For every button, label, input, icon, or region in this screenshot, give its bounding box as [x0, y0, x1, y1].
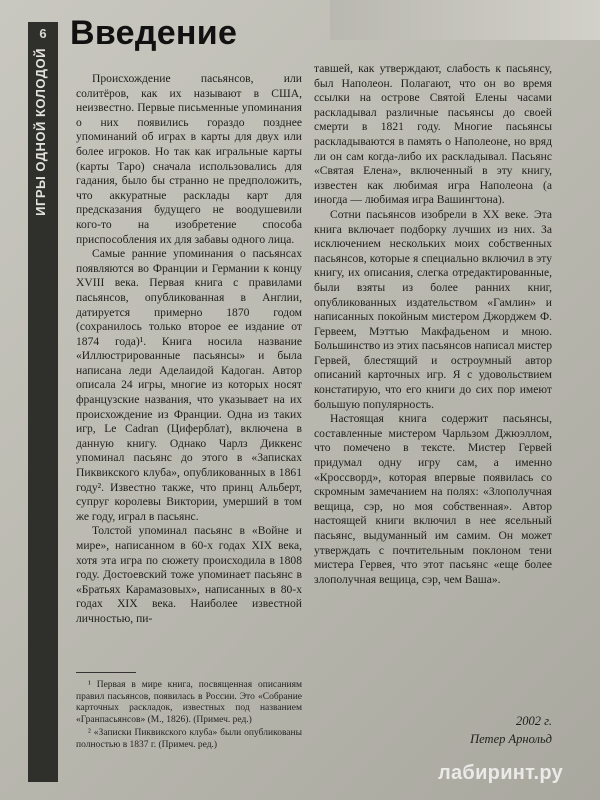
signature-date: 2002 г. — [516, 714, 552, 728]
footnote-divider — [76, 672, 136, 673]
signature-author: Петер Арнольд — [470, 732, 552, 746]
page-number: 6 — [39, 26, 47, 41]
footnote: ² «Записки Пиквикского клуба» были опубликованы полностью в 1837 г. (Примеч. ред.) — [76, 728, 302, 750]
paragraph: Происхождение пасьянсов, или солитёров, как их называют в США, неизвестно. Первые письменные упоминания о них появились гораздо позднее упоминаний об играх в карты для двух или более игроков. Но так как игральные карты (карты Таро) сначала использовались для гадания, было бы странно не предположить, что аккуратные расклады карт для предсказания будущего не воодушевили кого-то на изобретение способа приспособления их для забавы одного лица. — [76, 72, 302, 246]
watermark: лабиринт.ру — [438, 762, 564, 784]
right-column — [314, 62, 552, 587]
footnotes — [76, 680, 302, 754]
paragraph: Толстой упоминал пасьянс в «Войне и мире», написанном в 60-х годах XIX века, хотя эта игра по сюжету происходила в 1808 году. Достоевский тоже упоминает пасьянс в «Братьях Карамазовых», написанных в 80-х годах XIX века. Наиболее известной личностью, пи- — [76, 524, 302, 625]
running-title: ИГРЫ ОДНОЙ КОЛОДОЙ — [33, 48, 48, 216]
header-shade — [330, 0, 600, 40]
footnote: ¹ Первая в мире книга, посвященная описаниям правил пасьянсов, появилась в России. Это «Собрание карточных раскладок, известных под названием «Гранпасьянсов» (М., 1826). (Примеч. ред.) — [76, 680, 302, 725]
paragraph: тавшей, как утверждают, слабость к пасьянсу, был Наполеон. Полагают, что он во время ссылки на острове Святой Елены часами раскладывал различные пасьянсы до своей смерти в 1821 году. Многие пасьянсы раскладываются в память о Наполеоне, но вряд ли он сам когда-либо их раскладывал. Пасьянс «Святая Елена», включенный в эту книгу, известен как любимая игра Наполеона (а иногда — любимая игра Вашингтона). — [314, 62, 552, 207]
paragraph: Самые ранние упоминания о пасьянсах появляются во Франции и Германии к концу XVIII века. Первая книга с правилами пасьянсов, опубликованная в Англии, датируется примерно 1870 годом (сохранилось только второе ее издание от 1874 года)¹. Книга носила название «Иллюстрированные пасьянсы» и была написана леди Аделаидой Кадоган. Автор описала 24 игры, многие из которых носят французские названия, что указывает на их происхождение из Франции. Одна из таких игр, Le Cadran (Циферблат), включена в данную книгу. Однако Чарлз Диккенс упоминал пасьянс до этого в «Записках Пиквикского клуба», опубликованных в 1861 году². Известно также, что принц Альберт, супруг королевы Виктории, умерший в том же году, играл в пасьянс. — [76, 247, 302, 523]
paragraph: Сотни пасьянсов изобрели в XX веке. Эта книга включает подборку лучших из них. За исключением нескольких моих собственных пасьянсов, которые я специально включил в эту книгу, их описания, слегка отредактированные, были взяты из более ранних книг, опубликованных издательством «Гамлин» и написанных покойным мистером Джорджем Ф. Гервеем, Мэттью Макфадьеном и мною. Большинство из этих пасьянсов написал мистер Гервей, блестящий и остроумный автор описаний карточных игр. Я с удовольствием констатирую, что его книги до сих пор имеют большую популярность. — [314, 207, 552, 411]
chapter-title: Введение — [70, 14, 238, 52]
paragraph: Настоящая книга содержит пасьянсы, составленные мистером Чарльзом Джюэллом, что помечено в тексте. Мистер Гервей придумал одну игру сам, а именно «Кроссворд», которая впервые появилась со скромным замечанием на полях: «Злополучная вещица, сэр, но моя собственная». Автор настоящей книги включил в нее ясельный пасьянс, выдуманный им самим. Он может утверждать с почтительным поклоном тени мистера Гервея, что этот пасьянс «еще более злополучная вещица, сэр, чем Ваша». — [314, 412, 552, 586]
left-column — [76, 72, 302, 627]
